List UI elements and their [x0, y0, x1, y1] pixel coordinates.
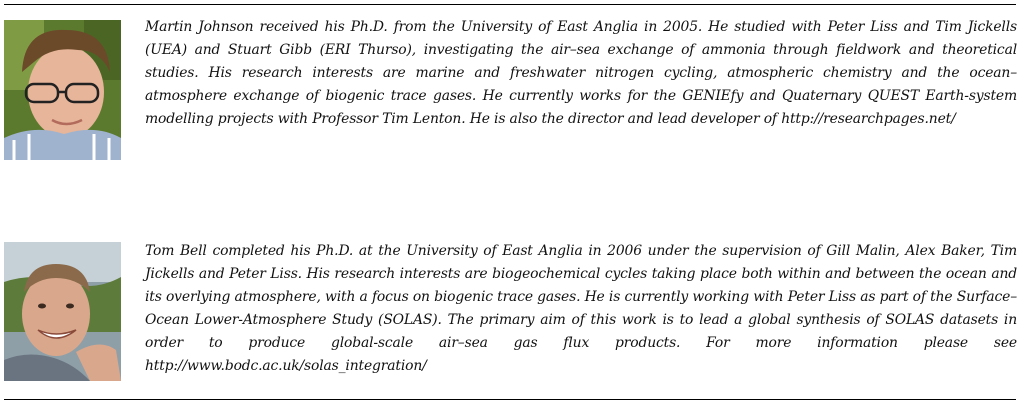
tom-bell-bio: Tom Bell completed his Ph.D. at the University of East Anglia in 2006 under the supervision of Gill Malin, Alex Baker, Tim Jickells and Peter Liss. His research interests are biogeochemical cycles taking place both within and between the ocean and its overlying atmosphere, with a focus on biogenic trace gases. He is currently working with Peter Liss as part of the Surface–Ocean Lower-Atmosphere Study (SOLAS). The primary aim of this work is to lead a global synthesis of SOLAS datasets in order to produce global-scale air–sea gas flux products. For more information please see http://www.bodc.ac.uk/solas_integration/: [145, 243, 1017, 374]
martin-johnson-photo: [4, 20, 121, 160]
portrait-photo-icon: [4, 242, 121, 381]
bottom-rule: [4, 399, 1016, 400]
martin-johnson-bio: Martin Johnson received his Ph.D. from the University of East Anglia in 2005. He studied with Peter Liss and Tim Jickells (UEA) and Stuart Gibb (ERI Thurso), investigating the air–sea exchange of ammonia through fieldwork and theoretical studies. His research interests are marine and freshwater nitrogen cycling, atmospheric chemistry and the ocean–atmosphere exchange of biogenic trace gases. He currently works for the GENIEfy and Quaternary QUEST Earth-system modelling projects with Professor Tim Lenton. He is also the director and lead developer of http://researchpages.net/: [145, 19, 1017, 127]
tom-bell-photo: [4, 242, 121, 381]
top-rule: [4, 4, 1016, 5]
portrait-photo-icon: [4, 20, 121, 160]
